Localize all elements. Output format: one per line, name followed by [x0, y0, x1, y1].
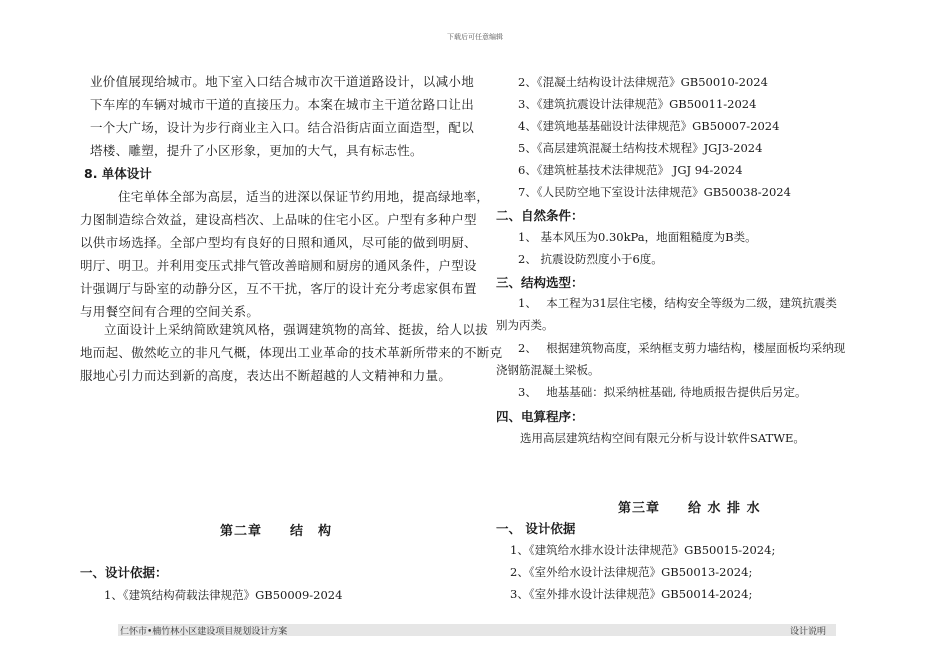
paragraph-2-line-4: 明厅、明卫。并利用变压式排气管改善暗厕和厨房的通风条件，户型设	[80, 258, 477, 273]
water-supply-item-1: 1、《建筑给水排水设计法律规范》GB50015-2024;	[510, 543, 776, 557]
code-item-4: 4、《建筑地基基础设计法律规范》GB50007-2024	[518, 119, 780, 133]
paragraph-3-line-1: 立面设计上采纳简欧建筑风格，强调建筑物的高耸、挺拔，给人以拔	[104, 322, 489, 337]
water-supply-item-2: 2、《室外给水设计法律规范》GB50013-2024;	[510, 565, 753, 579]
structure-item-1-line-2: 别为丙类。	[496, 318, 554, 332]
paragraph-2-line-6: 与用餐空间有合理的空间关系。	[80, 304, 260, 319]
paragraph-3-line-3: 服地心引力而达到新的高度，表达出不断超越的人文精神和力量。	[80, 368, 452, 383]
chapter-2-title: 第二章 结 构	[220, 524, 333, 539]
structure-item-3: 3、 地基基础：拟采纳桩基础, 待地质报告提供后另定。	[518, 385, 807, 399]
paragraph-1-line-4: 塔楼、雕塑，提升了小区形象，更加的大气，具有标志性。	[90, 143, 423, 158]
structure-item-2-line-2: 浇钢筋混凝土梁板。	[496, 363, 600, 377]
chapter-3-title: 第三章 给 水 排 水	[618, 501, 761, 516]
code-item-2: 2、《混凝土结构设计法律规范》GB50010-2024	[518, 75, 768, 89]
design-basis-item-1: 1、《建筑结构荷载法律规范》GB50009-2024	[104, 588, 343, 602]
footer-section-label: 设计说明	[790, 627, 827, 637]
section-8-title: 8. 单体设计	[84, 166, 152, 181]
paragraph-1-line-3: 一个大广场，设计为步行商业主入口。结合沿街店面立面造型，配以	[90, 120, 475, 135]
natural-conditions-title: 二、自然条件：	[496, 208, 584, 223]
paragraph-2-line-5: 计强调厅与卧室的动静分区，互不干扰，客厅的设计充分考虑家俱布置	[80, 281, 477, 296]
program-text: 选用高层建筑结构空间有限元分析与设计软件SATWE。	[520, 431, 805, 445]
paragraph-1-line-2: 下车库的车辆对城市干道的直接压力。本案在城市主干道岔路口让出	[90, 97, 475, 112]
paragraph-2-line-1: 住宅单体全部为高层，适当的进深以保证节约用地，提高绿地率，	[118, 189, 490, 204]
download-note: 下载后可任意编辑	[447, 33, 503, 41]
structure-type-title: 三、结构选型：	[496, 275, 584, 290]
code-item-3: 3、《建筑抗震设计法律规范》GB50011-2024	[518, 97, 757, 111]
water-supply-item-3: 3、《室外排水设计法律规范》GB50014-2024;	[510, 587, 753, 601]
code-item-5: 5、《高层建筑混凝土结构技术规程》JGJ3-2024	[518, 141, 763, 155]
structure-item-1-line-1: 1、 本工程为31层住宅楼，结构安全等级为二级，建筑抗震类	[518, 296, 837, 310]
natural-item-1: 1、 基本风压为0.30kPa，地面粗糙度为B类。	[518, 230, 757, 244]
natural-item-2: 2、 抗震设防烈度小于6度。	[518, 252, 663, 266]
paragraph-2-line-2: 力图制造综合效益，建设高档次、上品味的住宅小区。户型有多种户型	[80, 212, 477, 227]
footer-project-name: 仁怀市•楠竹林小区建设项目规划设计方案	[120, 627, 288, 637]
program-title: 四、电算程序：	[496, 409, 584, 424]
paragraph-3-line-2: 地而起、傲然屹立的非凡气概，体现出工业革命的技术革新所带来的不断克	[80, 345, 503, 360]
code-item-7: 7、《人民防空地下室设计法律规范》GB50038-2024	[518, 185, 791, 199]
code-item-6: 6、《建筑桩基技术法律规范》 JGJ 94-2024	[518, 163, 743, 177]
paragraph-1-line-1: 业价值展现给城市。地下室入口结合城市次干道道路设计，以减小地	[90, 74, 475, 89]
structure-item-2-line-1: 2、 根据建筑物高度，采纳框支剪力墙结构，楼屋面板均采纳现	[518, 341, 846, 355]
paragraph-2-line-3: 以供市场选择。全部户型均有良好的日照和通风，尽可能的做到明厨、	[80, 235, 477, 250]
design-basis-title: 一、设计依据：	[80, 565, 168, 580]
water-supply-basis-title: 一、 设计依据	[496, 521, 576, 536]
